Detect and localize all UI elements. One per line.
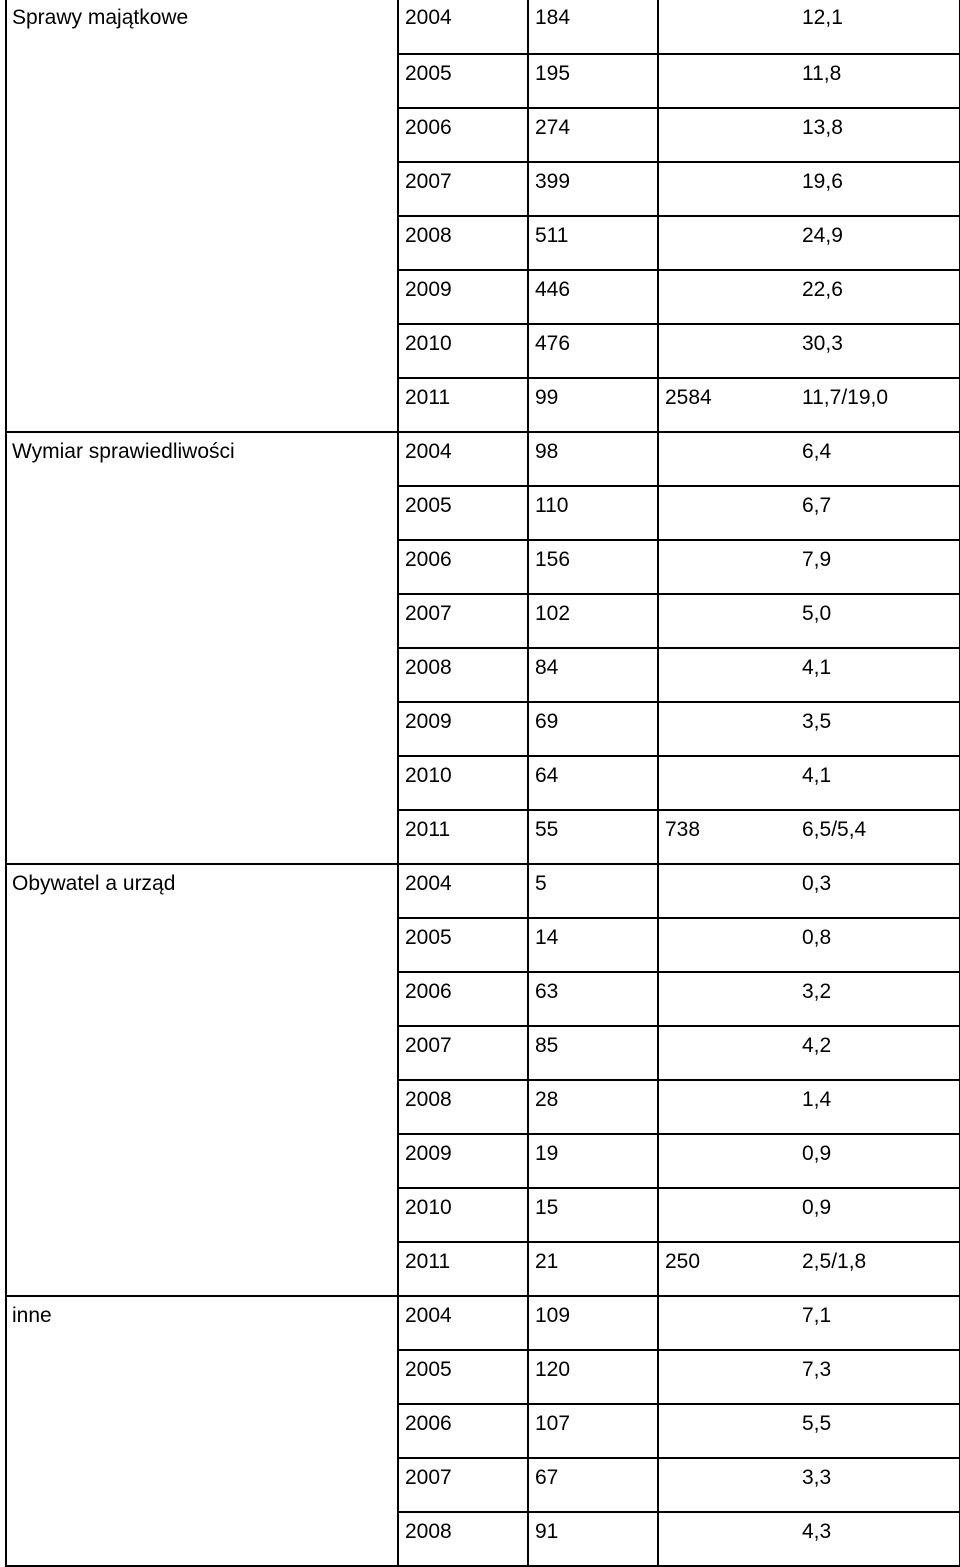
table-row [6, 1242, 960, 1296]
category-cell [6, 54, 398, 108]
total-cell [658, 1404, 778, 1458]
table-row [6, 1026, 960, 1080]
table-row [6, 432, 960, 486]
year-cell: 2011 [398, 1242, 528, 1296]
percent-cell: 5,0 [778, 594, 960, 648]
percent-cell: 0,8 [778, 918, 960, 972]
category-cell [6, 540, 398, 594]
category-cell [6, 648, 398, 702]
year-cell: 2008 [398, 1512, 528, 1566]
category-cell: Wymiar sprawiedliwości [6, 432, 398, 486]
table-row [6, 594, 960, 648]
category-cell [6, 1134, 398, 1188]
percent-cell: 3,5 [778, 702, 960, 756]
year-cell: 2009 [398, 702, 528, 756]
percent-cell: 19,6 [778, 162, 960, 216]
year-cell: 2007 [398, 162, 528, 216]
year-cell: 2007 [398, 594, 528, 648]
count-cell: 98 [528, 432, 658, 486]
year-cell: 2007 [398, 1458, 528, 1512]
count-cell: 55 [528, 810, 658, 864]
count-cell: 21 [528, 1242, 658, 1296]
category-cell [6, 1512, 398, 1566]
total-cell [658, 486, 778, 540]
total-cell: 2584 [658, 378, 778, 432]
total-cell [658, 1350, 778, 1404]
count-cell: 446 [528, 270, 658, 324]
category-cell [6, 108, 398, 162]
table-row [6, 1080, 960, 1134]
table-row [6, 1458, 960, 1512]
total-cell [658, 1134, 778, 1188]
year-cell: 2004 [398, 1296, 528, 1350]
total-cell [658, 594, 778, 648]
count-cell: 107 [528, 1404, 658, 1458]
total-cell [658, 216, 778, 270]
category-cell [6, 1404, 398, 1458]
percent-cell: 4,3 [778, 1512, 960, 1566]
percent-cell: 6,5/5,4 [778, 810, 960, 864]
year-cell: 2005 [398, 54, 528, 108]
year-cell: 2009 [398, 1134, 528, 1188]
count-cell: 511 [528, 216, 658, 270]
table-row [6, 324, 960, 378]
category-cell [6, 378, 398, 432]
total-cell [658, 108, 778, 162]
category-cell [6, 1350, 398, 1404]
year-cell: 2006 [398, 108, 528, 162]
category-cell [6, 162, 398, 216]
total-cell [658, 1026, 778, 1080]
category-cell [6, 270, 398, 324]
table-row [6, 756, 960, 810]
percent-cell: 6,4 [778, 432, 960, 486]
year-cell: 2010 [398, 756, 528, 810]
percent-cell: 7,9 [778, 540, 960, 594]
table-row [6, 216, 960, 270]
count-cell: 91 [528, 1512, 658, 1566]
category-cell: inne [6, 1296, 398, 1350]
count-cell: 110 [528, 486, 658, 540]
year-cell: 2005 [398, 486, 528, 540]
total-cell [658, 648, 778, 702]
count-cell: 99 [528, 378, 658, 432]
year-cell: 2011 [398, 378, 528, 432]
category-cell [6, 1188, 398, 1242]
table-row [6, 0, 960, 54]
percent-cell: 12,1 [778, 0, 960, 54]
count-cell: 399 [528, 162, 658, 216]
year-cell: 2011 [398, 810, 528, 864]
statistics-table [5, 0, 960, 1567]
percent-cell: 2,5/1,8 [778, 1242, 960, 1296]
year-cell: 2006 [398, 1404, 528, 1458]
total-cell [658, 864, 778, 918]
year-cell: 2008 [398, 216, 528, 270]
count-cell: 15 [528, 1188, 658, 1242]
percent-cell: 0,3 [778, 864, 960, 918]
category-cell: Obywatel a urząd [6, 864, 398, 918]
table-row [6, 1134, 960, 1188]
percent-cell: 6,7 [778, 486, 960, 540]
count-cell: 102 [528, 594, 658, 648]
total-cell [658, 1080, 778, 1134]
category-cell [6, 486, 398, 540]
total-cell [658, 540, 778, 594]
percent-cell: 13,8 [778, 108, 960, 162]
total-cell [658, 162, 778, 216]
count-cell: 85 [528, 1026, 658, 1080]
percent-cell: 0,9 [778, 1134, 960, 1188]
table-row [6, 378, 960, 432]
count-cell: 195 [528, 54, 658, 108]
table-row [6, 162, 960, 216]
percent-cell: 7,3 [778, 1350, 960, 1404]
percent-cell: 24,9 [778, 216, 960, 270]
table-row [6, 1296, 960, 1350]
table-row [6, 810, 960, 864]
category-cell [6, 594, 398, 648]
table-row [6, 864, 960, 918]
total-cell [658, 1512, 778, 1566]
total-cell [658, 702, 778, 756]
total-cell [658, 54, 778, 108]
percent-cell: 7,1 [778, 1296, 960, 1350]
table-row [6, 972, 960, 1026]
count-cell: 19 [528, 1134, 658, 1188]
table-row [6, 54, 960, 108]
category-cell [6, 1026, 398, 1080]
table-row [6, 270, 960, 324]
total-cell [658, 972, 778, 1026]
percent-cell: 4,1 [778, 756, 960, 810]
count-cell: 64 [528, 756, 658, 810]
percent-cell: 4,1 [778, 648, 960, 702]
year-cell: 2005 [398, 918, 528, 972]
total-cell [658, 1296, 778, 1350]
year-cell: 2004 [398, 864, 528, 918]
category-cell [6, 216, 398, 270]
total-cell [658, 0, 778, 54]
year-cell: 2007 [398, 1026, 528, 1080]
total-cell: 250 [658, 1242, 778, 1296]
category-cell [6, 702, 398, 756]
table-row [6, 486, 960, 540]
count-cell: 84 [528, 648, 658, 702]
table-row [6, 540, 960, 594]
year-cell: 2005 [398, 1350, 528, 1404]
total-cell [658, 1458, 778, 1512]
year-cell: 2008 [398, 648, 528, 702]
table-row [6, 1350, 960, 1404]
percent-cell: 4,2 [778, 1026, 960, 1080]
count-cell: 476 [528, 324, 658, 378]
count-cell: 67 [528, 1458, 658, 1512]
category-cell [6, 1458, 398, 1512]
year-cell: 2009 [398, 270, 528, 324]
category-cell [6, 324, 398, 378]
year-cell: 2008 [398, 1080, 528, 1134]
year-cell: 2010 [398, 324, 528, 378]
category-cell: Sprawy majątkowe [6, 0, 398, 54]
percent-cell: 22,6 [778, 270, 960, 324]
percent-cell: 3,2 [778, 972, 960, 1026]
percent-cell: 0,9 [778, 1188, 960, 1242]
table-row [6, 918, 960, 972]
table-row [6, 1404, 960, 1458]
percent-cell: 3,3 [778, 1458, 960, 1512]
table-row [6, 648, 960, 702]
count-cell: 109 [528, 1296, 658, 1350]
count-cell: 69 [528, 702, 658, 756]
percent-cell: 30,3 [778, 324, 960, 378]
count-cell: 5 [528, 864, 658, 918]
count-cell: 63 [528, 972, 658, 1026]
total-cell: 738 [658, 810, 778, 864]
percent-cell: 11,8 [778, 54, 960, 108]
year-cell: 2004 [398, 432, 528, 486]
count-cell: 274 [528, 108, 658, 162]
category-cell [6, 1242, 398, 1296]
total-cell [658, 918, 778, 972]
year-cell: 2010 [398, 1188, 528, 1242]
percent-cell: 11,7/19,0 [778, 378, 960, 432]
category-cell [6, 1080, 398, 1134]
total-cell [658, 756, 778, 810]
category-cell [6, 918, 398, 972]
year-cell: 2006 [398, 540, 528, 594]
count-cell: 28 [528, 1080, 658, 1134]
percent-cell: 1,4 [778, 1080, 960, 1134]
category-cell [6, 972, 398, 1026]
table-row [6, 108, 960, 162]
total-cell [658, 270, 778, 324]
count-cell: 120 [528, 1350, 658, 1404]
category-cell [6, 756, 398, 810]
table-row [6, 1188, 960, 1242]
count-cell: 156 [528, 540, 658, 594]
table-body [6, 0, 960, 1566]
year-cell: 2004 [398, 0, 528, 54]
category-cell [6, 810, 398, 864]
year-cell: 2006 [398, 972, 528, 1026]
table-row [6, 702, 960, 756]
total-cell [658, 324, 778, 378]
count-cell: 184 [528, 0, 658, 54]
count-cell: 14 [528, 918, 658, 972]
total-cell [658, 432, 778, 486]
percent-cell: 5,5 [778, 1404, 960, 1458]
table-row [6, 1512, 960, 1566]
total-cell [658, 1188, 778, 1242]
